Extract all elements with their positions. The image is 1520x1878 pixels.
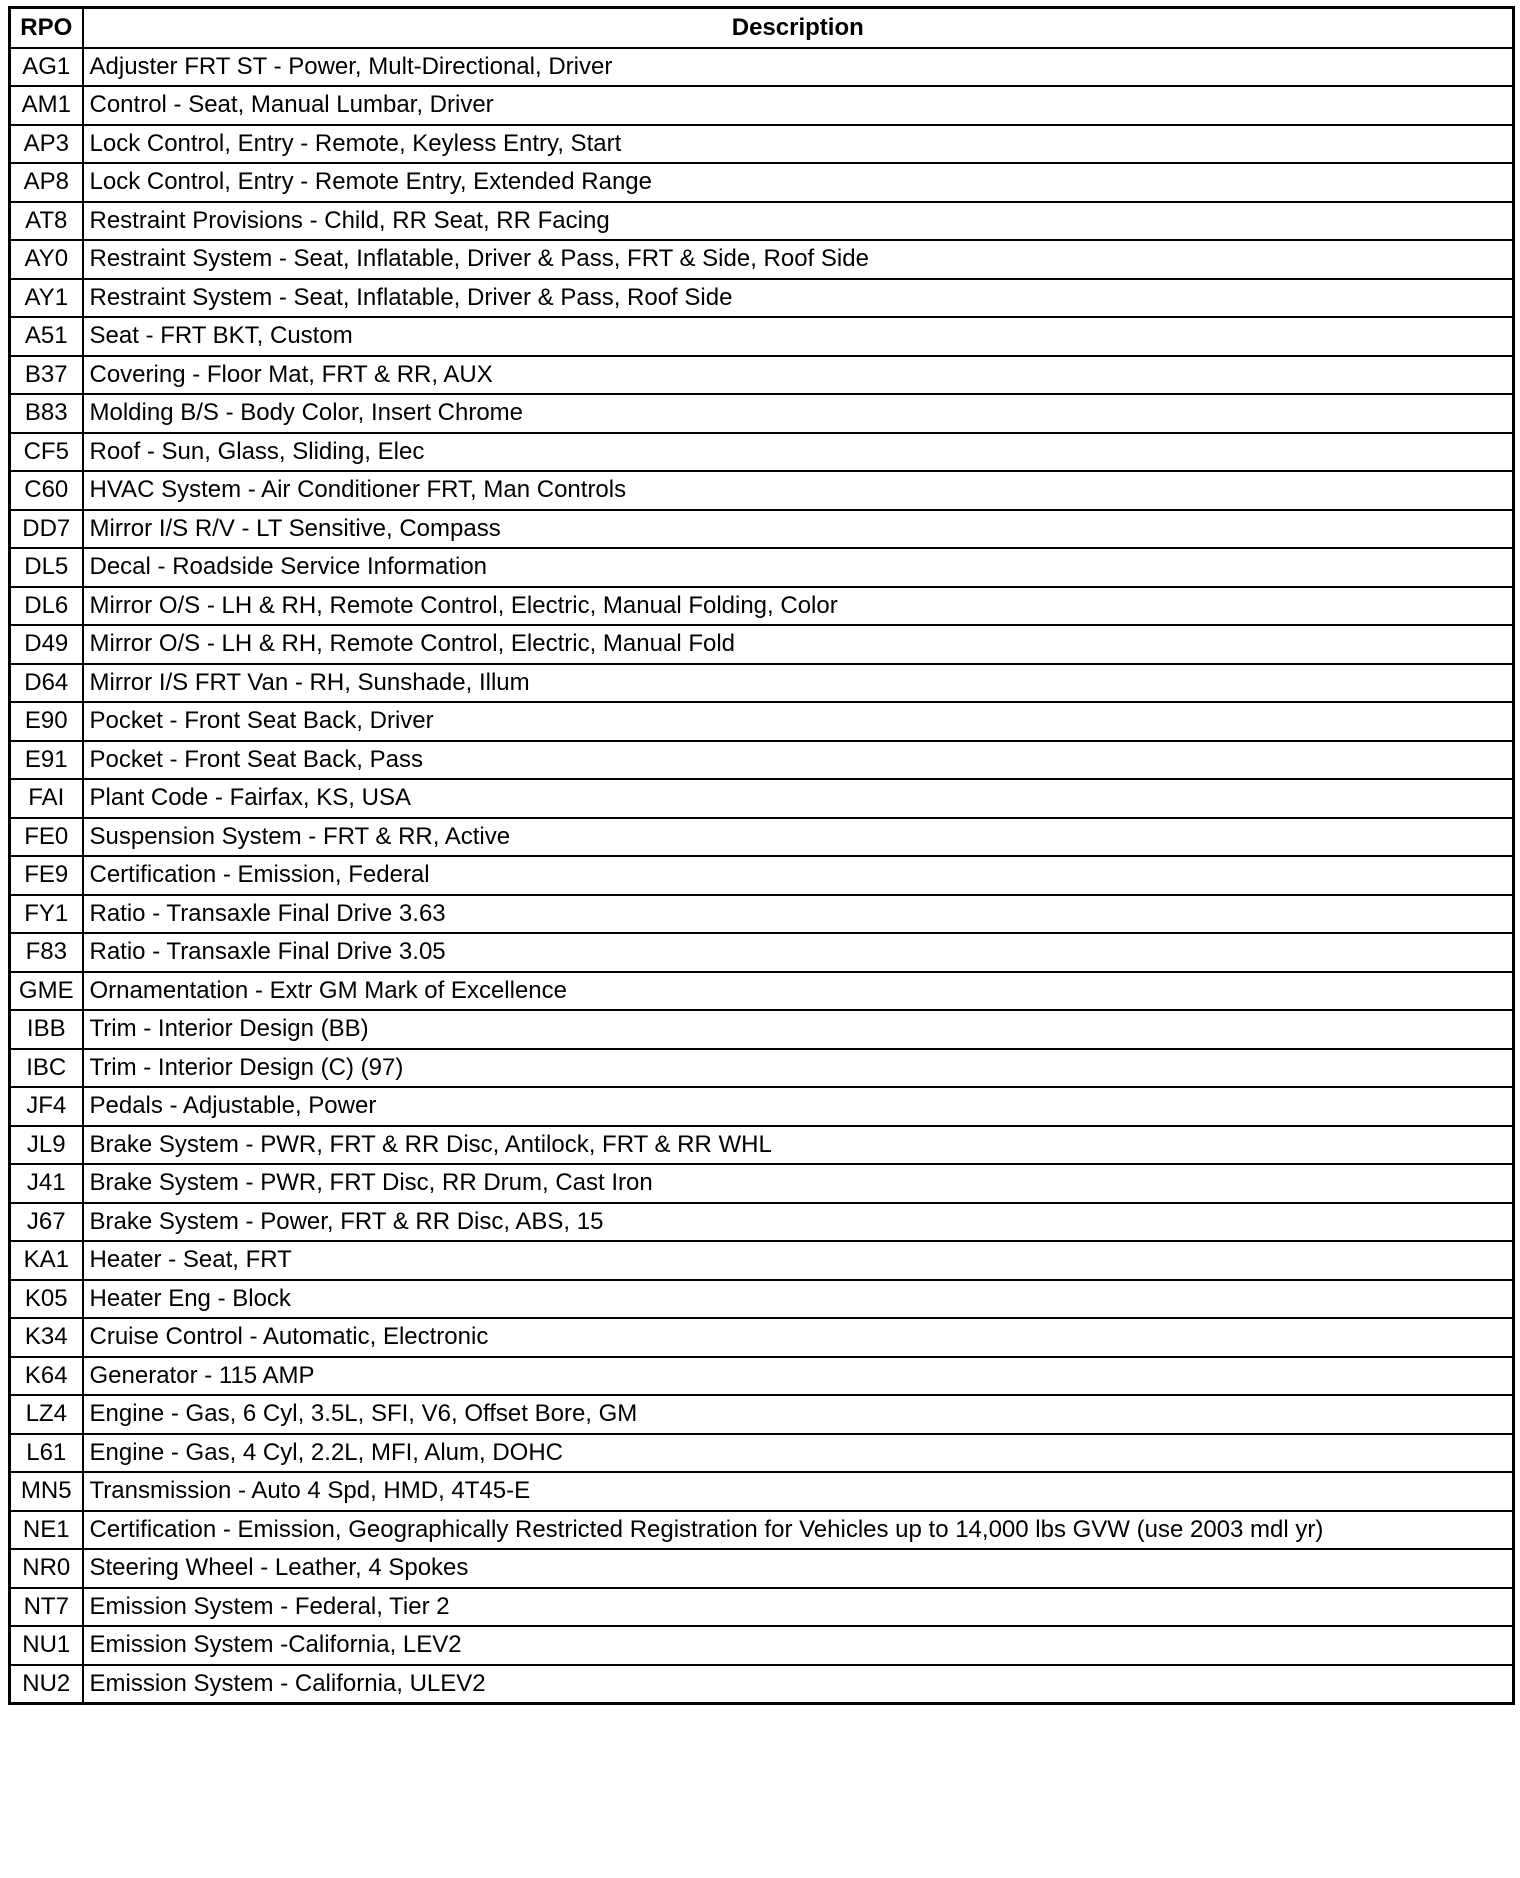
table-row [10,317,1514,356]
rpo-code-cell: FAI [10,779,83,818]
rpo-code-cell: K34 [10,1318,83,1357]
description-cell: Molding B/S - Body Color, Insert Chrome [83,394,1514,433]
rpo-code-cell: NU1 [10,1626,83,1665]
table-row [10,779,1514,818]
description-cell: Trim - Interior Design (C) (97) [83,1049,1514,1088]
table-row [10,664,1514,703]
table-row [10,1280,1514,1319]
description-cell: Adjuster FRT ST - Power, Mult-Directional, Driver [83,48,1514,87]
description-cell: Lock Control, Entry - Remote Entry, Extended Range [83,163,1514,202]
table-row [10,1241,1514,1280]
rpo-code-cell: MN5 [10,1472,83,1511]
rpo-code-cell: L61 [10,1434,83,1473]
description-cell: Engine - Gas, 4 Cyl, 2.2L, MFI, Alum, DOHC [83,1434,1514,1473]
rpo-code-table [8,6,1515,1705]
description-cell: Brake System - Power, FRT & RR Disc, ABS, 15 [83,1203,1514,1242]
rpo-code-cell: B83 [10,394,83,433]
description-cell: Covering - Floor Mat, FRT & RR, AUX [83,356,1514,395]
table-row [10,1164,1514,1203]
description-cell: Transmission - Auto 4 Spd, HMD, 4T45-E [83,1472,1514,1511]
rpo-code-cell: J41 [10,1164,83,1203]
description-cell: Engine - Gas, 6 Cyl, 3.5L, SFI, V6, Offset Bore, GM [83,1395,1514,1434]
description-cell: Emission System - California, ULEV2 [83,1665,1514,1704]
rpo-table-container [8,6,1512,1705]
table-row [10,933,1514,972]
table-row [10,895,1514,934]
rpo-code-cell: NU2 [10,1665,83,1704]
table-row [10,125,1514,164]
rpo-code-cell: IBC [10,1049,83,1088]
table-row [10,202,1514,241]
rpo-code-cell: DD7 [10,510,83,549]
rpo-code-cell: JL9 [10,1126,83,1165]
rpo-code-cell: LZ4 [10,1395,83,1434]
rpo-code-cell: D64 [10,664,83,703]
table-row [10,1357,1514,1396]
description-cell: Heater Eng - Block [83,1280,1514,1319]
table-row [10,394,1514,433]
description-cell: Plant Code - Fairfax, KS, USA [83,779,1514,818]
table-row [10,510,1514,549]
table-row [10,1395,1514,1434]
rpo-code-cell: D49 [10,625,83,664]
table-row [10,1626,1514,1665]
rpo-code-cell: DL6 [10,587,83,626]
description-cell: Mirror O/S - LH & RH, Remote Control, Electric, Manual Fold [83,625,1514,664]
rpo-code-cell: JF4 [10,1087,83,1126]
description-cell: Decal - Roadside Service Information [83,548,1514,587]
description-cell: Generator - 115 AMP [83,1357,1514,1396]
description-cell: Mirror I/S FRT Van - RH, Sunshade, Illum [83,664,1514,703]
description-cell: Steering Wheel - Leather, 4 Spokes [83,1549,1514,1588]
rpo-code-cell: AP3 [10,125,83,164]
table-row [10,1588,1514,1627]
description-cell: Suspension System - FRT & RR, Active [83,818,1514,857]
rpo-code-cell: AY1 [10,279,83,318]
description-cell: Emission System -California, LEV2 [83,1626,1514,1665]
table-row [10,702,1514,741]
description-cell: Control - Seat, Manual Lumbar, Driver [83,86,1514,125]
rpo-code-cell: FY1 [10,895,83,934]
table-row [10,1511,1514,1550]
rpo-code-cell: AP8 [10,163,83,202]
description-cell: Seat - FRT BKT, Custom [83,317,1514,356]
description-cell: Heater - Seat, FRT [83,1241,1514,1280]
table-row [10,1049,1514,1088]
rpo-code-cell: J67 [10,1203,83,1242]
table-row [10,471,1514,510]
rpo-code-cell: E90 [10,702,83,741]
table-row [10,163,1514,202]
rpo-code-cell: AT8 [10,202,83,241]
table-row [10,1318,1514,1357]
rpo-code-cell: IBB [10,1010,83,1049]
table-row [10,240,1514,279]
table-row [10,1203,1514,1242]
rpo-code-cell: A51 [10,317,83,356]
rpo-code-cell: F83 [10,933,83,972]
rpo-code-cell: K05 [10,1280,83,1319]
table-row [10,548,1514,587]
description-cell: Pocket - Front Seat Back, Driver [83,702,1514,741]
description-cell: Mirror O/S - LH & RH, Remote Control, Electric, Manual Folding, Color [83,587,1514,626]
description-cell: Restraint System - Seat, Inflatable, Driver & Pass, FRT & Side, Roof Side [83,240,1514,279]
table-row [10,1087,1514,1126]
table-row [10,1665,1514,1704]
description-cell: Roof - Sun, Glass, Sliding, Elec [83,433,1514,472]
description-cell: Pocket - Front Seat Back, Pass [83,741,1514,780]
table-row [10,433,1514,472]
rpo-code-cell: KA1 [10,1241,83,1280]
description-cell: Brake System - PWR, FRT & RR Disc, Antilock, FRT & RR WHL [83,1126,1514,1165]
description-cell: HVAC System - Air Conditioner FRT, Man Controls [83,471,1514,510]
table-row [10,1434,1514,1473]
rpo-code-cell: AY0 [10,240,83,279]
table-row [10,587,1514,626]
table-header-row [10,8,1514,48]
description-cell: Ratio - Transaxle Final Drive 3.05 [83,933,1514,972]
table-row [10,1126,1514,1165]
table-row [10,856,1514,895]
description-cell: Lock Control, Entry - Remote, Keyless Entry, Start [83,125,1514,164]
description-column-header: Description [83,8,1514,48]
table-row [10,1472,1514,1511]
rpo-code-cell: FE0 [10,818,83,857]
description-cell: Restraint System - Seat, Inflatable, Driver & Pass, Roof Side [83,279,1514,318]
description-cell: Certification - Emission, Geographically Restricted Registration for Vehicles up to 14,000 lbs GVW (use 2003 mdl yr) [83,1511,1514,1550]
table-row [10,741,1514,780]
table-row [10,818,1514,857]
rpo-code-cell: GME [10,972,83,1011]
description-cell: Emission System - Federal, Tier 2 [83,1588,1514,1627]
description-cell: Restraint Provisions - Child, RR Seat, RR Facing [83,202,1514,241]
table-row [10,48,1514,87]
rpo-code-cell: AM1 [10,86,83,125]
description-cell: Mirror I/S R/V - LT Sensitive, Compass [83,510,1514,549]
description-cell: Trim - Interior Design (BB) [83,1010,1514,1049]
description-cell: Cruise Control - Automatic, Electronic [83,1318,1514,1357]
description-cell: Pedals - Adjustable, Power [83,1087,1514,1126]
rpo-code-cell: C60 [10,471,83,510]
rpo-code-cell: CF5 [10,433,83,472]
table-row [10,1549,1514,1588]
description-cell: Ornamentation - Extr GM Mark of Excellence [83,972,1514,1011]
description-cell: Certification - Emission, Federal [83,856,1514,895]
rpo-code-cell: E91 [10,741,83,780]
table-row [10,972,1514,1011]
rpo-code-cell: FE9 [10,856,83,895]
rpo-code-cell: DL5 [10,548,83,587]
description-cell: Ratio - Transaxle Final Drive 3.63 [83,895,1514,934]
table-body [10,48,1514,1704]
rpo-code-cell: NR0 [10,1549,83,1588]
table-row [10,86,1514,125]
table-row [10,1010,1514,1049]
rpo-code-cell: K64 [10,1357,83,1396]
description-cell: Brake System - PWR, FRT Disc, RR Drum, Cast Iron [83,1164,1514,1203]
table-row [10,625,1514,664]
rpo-code-cell: NT7 [10,1588,83,1627]
rpo-code-cell: B37 [10,356,83,395]
table-row [10,356,1514,395]
rpo-column-header: RPO [10,8,83,48]
table-row [10,279,1514,318]
rpo-code-cell: AG1 [10,48,83,87]
rpo-code-cell: NE1 [10,1511,83,1550]
